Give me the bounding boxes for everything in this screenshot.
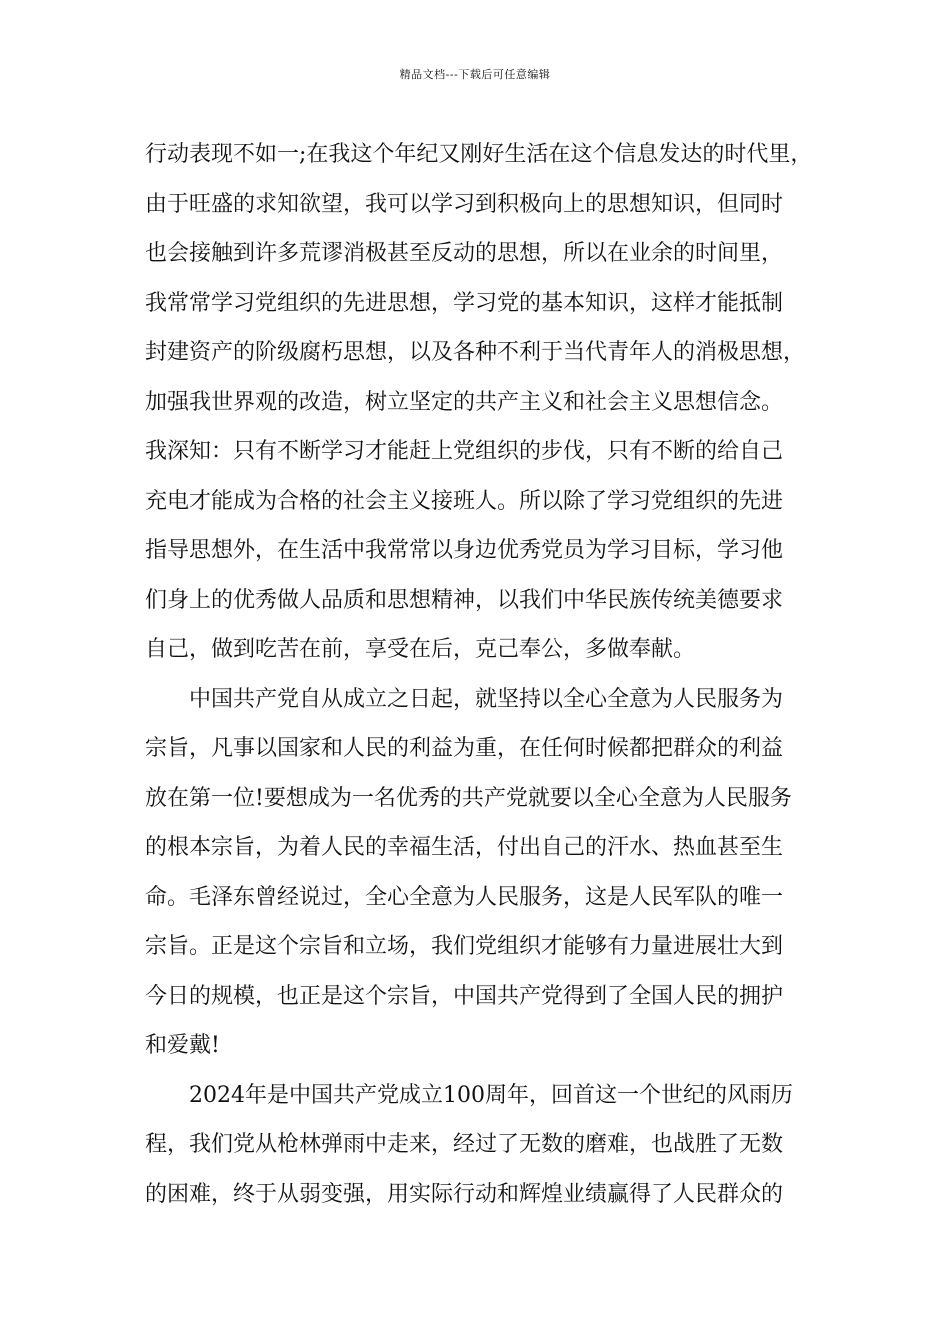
text-line: 我常常学习党组织的先进思想，学习党的基本知识，这样才能抵制 bbox=[145, 290, 784, 316]
text-line: 程，我们党从枪林弹雨中走来，经过了无数的磨难，也战胜了无数 bbox=[145, 1132, 784, 1157]
text-line: 行动表现不如一;在我这个年纪又刚好生活在这个信息发达的时代里， bbox=[145, 142, 813, 167]
document-body bbox=[145, 130, 813, 1219]
text-line: 的根本宗旨，为着人民的幸福生活，付出自己的汗水、热血甚至生 bbox=[145, 835, 784, 860]
text-line: 也会接触到许多荒谬消极甚至反动的思想，所以在业余的时间里， bbox=[145, 241, 784, 266]
text-line: 们身上的优秀做人品质和思想精神，以我们中华民族传统美德要求 bbox=[145, 587, 784, 613]
text-line: 加强我世界观的改造，树立坚定的共产主义和社会主义思想信念。 bbox=[145, 389, 784, 415]
text-line: 宗旨。正是这个宗旨和立场，我们党组织才能够有力量进展壮大到 bbox=[145, 934, 784, 959]
text-line: 和爱戴! bbox=[145, 1033, 220, 1058]
text-line: 由于旺盛的求知欲望，我可以学习到积极向上的思想知识，但同时 bbox=[145, 191, 784, 217]
paragraph-first-line: 2024年是中国共产党成立100周年，回首这一个世纪的风雨历 bbox=[189, 1082, 793, 1108]
text-line: 今日的规模，也正是这个宗旨，中国共产党得到了全国人民的拥护 bbox=[145, 983, 784, 1009]
text-line: 命。毛泽东曾经说过，全心全意为人民服务，这是人民军队的唯一 bbox=[145, 884, 784, 910]
text-line: 封建资产的阶级腐朽思想，以及各种不利于当代青年人的消极思想， bbox=[145, 340, 806, 365]
text-line: 的困难，终于从弱变强，用实际行动和辉煌业绩赢得了人民群众的 bbox=[145, 1181, 784, 1207]
text-line: 指导思想外，在生活中我常常以身边优秀党员为学习目标，学习他 bbox=[145, 538, 784, 563]
text-line: 我深知：只有不断学习才能赶上党组织的步伐，只有不断的给自己 bbox=[145, 439, 784, 464]
text-line: 充电才能成为合格的社会主义接班人。所以除了学习党组织的先进 bbox=[145, 488, 784, 514]
text-line: 放在第一位!要想成为一名优秀的共产党就要以全心全意为人民服务 bbox=[145, 785, 792, 811]
text-line: 宗旨，凡事以国家和人民的利益为重，在任何时候都把群众的利益 bbox=[145, 736, 784, 761]
page-header: 精品文档---下载后可任意编辑 bbox=[399, 68, 551, 81]
paragraph-first-line: 中国共产党自从成立之日起，就坚持以全心全意为人民服务为 bbox=[189, 686, 784, 712]
text-line: 自己，做到吃苦在前，享受在后，克己奉公，多做奉献。 bbox=[145, 637, 696, 662]
